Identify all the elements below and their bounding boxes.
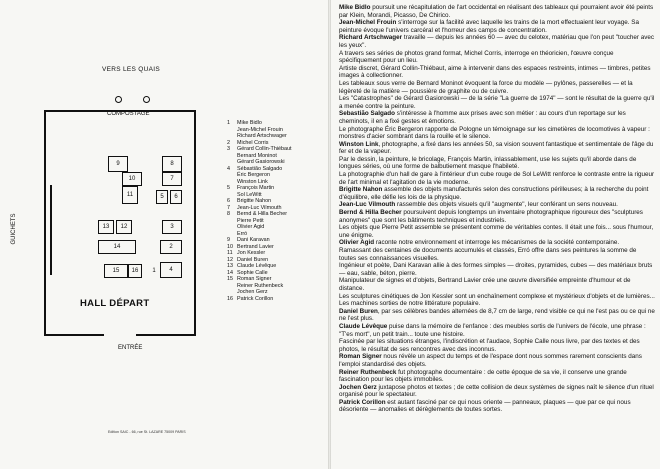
paragraph-text: poursuit une récapitulation de l'art occidental en réalisant des tableaux qui pourraient avoir été peints par Klein, Morandi, Picasso, De Chirico. [339, 4, 654, 19]
legend-artist: Roman Signer [237, 276, 272, 282]
plan-box-16: 16 [128, 264, 142, 278]
legend-artist: Bernd & Hilla Becher [237, 211, 288, 217]
legend-artist: Daniel Buren [237, 256, 269, 263]
legend-number: 3 [227, 146, 230, 152]
paragraph-text: Manipulateur de signes et d'objets, Bertrand Lavier crée une œuvre diversifiée empreinte d'humour et de distance. [339, 277, 631, 292]
legend-artist: Bertrand Lavier [237, 243, 274, 250]
artist-name: Reiner Ruthenbeck [339, 368, 397, 376]
artist-name: Sebastião Salgado [339, 110, 395, 118]
artist-name: Patrick Corillon [339, 398, 386, 406]
artist-name: Richard Artschwager [339, 34, 403, 42]
legend-artist: Jon Kessler [237, 250, 266, 256]
paragraph-text: , par ses célèbres bandes alternées de 8,7 cm de large, rend visible ce qui ne l'est pas ou ce qui ne ne l'est plus. [339, 307, 655, 323]
legend-number: 5 [227, 185, 230, 191]
legend-artist: Jean-Luc Vilmouth [237, 204, 282, 211]
paragraph-text: est autant fasciné par ce qui nous oriente — panneaux, plaques — que par ce qui nous désoriente — anomalies et dérèglements de toutes sortes. [339, 398, 631, 414]
artist-descriptions [339, 4, 655, 414]
legend-number: 11 [227, 250, 233, 256]
paragraph-text: raconte notre environnement et interroge les mécanismes de la société contemporaine. [374, 239, 620, 247]
legend-artist: Mike Bidlo [237, 120, 262, 126]
legend-number: 4 [227, 165, 230, 172]
artist-name: Brigitte Nahon [339, 186, 383, 194]
legend-artist: Reiner Ruthenbeck [237, 282, 284, 289]
plan-box-2: 2 [160, 240, 182, 254]
paragraph-text: s'intéresse à l'homme aux prises avec son métier : au cours d'un reportage sur les cheminots, il en a fixé gestes et émotions. [339, 110, 626, 125]
legend-number: 16 [227, 295, 233, 302]
legend-number: 9 [227, 237, 230, 243]
artist-paragraph [339, 186, 655, 201]
artist-name: Jean-Luc Vilmouth [339, 201, 396, 209]
legend-artist: Olivier Agid [237, 224, 265, 230]
paragraph-text: nous révèle un aspect du temps et de l'espace dont nous sommes rarement conscients dans l'emploi standardisé des objets. [339, 353, 642, 368]
paragraph-text: Les objets que Pierre Petit assemble se présentent comme de véritables contes. Il était une fois... sous l'humour, une énigme. [339, 224, 654, 239]
artist-paragraph [339, 399, 655, 414]
legend-number: 14 [227, 269, 233, 276]
artist-paragraph [339, 308, 655, 323]
legend-artist: François Martin [237, 185, 275, 191]
wall-bottom-left [44, 334, 104, 336]
paragraph-text: Les sculptures cinétiques de Jon Kessler sont un enchaînement complexe et mystérieux d'objets et de lumières... Les machines sorties de notre littérature populaire. [339, 292, 655, 308]
guichets-wall [50, 185, 52, 275]
entree-label: ENTRÉE [118, 345, 143, 351]
artist-paragraph [339, 19, 655, 34]
plan-box-7: 7 [162, 172, 182, 186]
legend-number: 1 [227, 120, 230, 126]
legend-artist: Patrick Corillon [237, 295, 274, 302]
artist-paragraph [339, 50, 655, 65]
wall-bottom-right [136, 334, 196, 336]
artist-paragraph [339, 224, 655, 239]
plan-box-6: 6 [170, 190, 182, 204]
paragraph-text: , photographe, a fixé dans les années 50, sa vision souvent fantastique et sentimentale de l'âge du fer et de la vapeur. [339, 140, 654, 156]
artist-paragraph [339, 384, 655, 399]
right-page-text [331, 0, 660, 469]
legend-artist: Sol LeWitt [237, 191, 262, 198]
paragraph-text: La photographie d'un hall de gare à l'intérieur d'un cube rouge de Sol LeWitt renforce le contraste entre la rigueur de l'art minimal et l'agitation de la vie moderne. [339, 171, 655, 186]
legend-number: 10 [227, 243, 233, 250]
circle-icon [143, 96, 150, 103]
paragraph-text: puise dans la mémoire de l'enfance : des meubles sortis de l'univers de l'école, une phrase : "T'es mort", un petit train... toute une histoire. [339, 322, 646, 338]
paragraph-text: fut photographe documentaire : de cette époque de sa vie, il conserve une grande fascination pour les objets immobiles. [339, 368, 627, 384]
plan-box-14: 14 [98, 240, 136, 254]
legend-artist: Dani Karavan [237, 237, 270, 243]
artist-name: Olivier Agid [339, 239, 375, 247]
paragraph-text: Artiste discret, Gérard Collin-Thiébaut, aime à intervenir dans des espaces restreints, intimes — timbres, petites images à collectionner. [339, 64, 651, 80]
legend-artist: Michel Corris [237, 139, 269, 146]
plan-box-4: 4 [160, 262, 182, 278]
artist-paragraph [339, 34, 655, 49]
artist-name: Jochen Gerz [339, 383, 377, 391]
artist-paragraph [339, 338, 655, 353]
plan-box-8: 8 [162, 156, 182, 172]
artist-paragraph [339, 209, 655, 224]
artist-paragraph [339, 95, 655, 110]
artist-paragraph [339, 262, 655, 277]
artist-paragraph [339, 201, 655, 209]
hall-title: HALL DÉPART [80, 298, 150, 309]
legend-artist: Sébastião Salgado [237, 165, 283, 172]
legend-artist: Gérard Gasiorowski [237, 159, 285, 165]
legend-number: 7 [227, 204, 230, 211]
legend-artist: Brigitte Nahon [237, 198, 272, 204]
artist-name: Claude Lévêque [339, 322, 388, 330]
legend-artist: Claude Lévêque [237, 263, 277, 269]
artist-name: Bernd & Hilla Becher [339, 209, 402, 217]
paragraph-text: Les "Catastrophes" de Gérard Gasiorowski — de la série "La guerre de 1974" — sont le résultat de la guerre qu'il a menée contre la peinture. [339, 95, 655, 110]
plan-box-1: 1 [148, 264, 160, 278]
paragraph-text: Les tableaux sous verre de Bernard Moninot évoquent la force du modèle — pylônes, passerelles — et la légèreté de la matière — poussière de graphite ou de cuivre. [339, 79, 633, 95]
guichets-label: GUICHETS [11, 213, 17, 245]
plan-box-15: 15 [104, 264, 128, 278]
legend-artist: Jean-Michel Frouin [237, 126, 283, 133]
left-page-floor-plan [0, 0, 328, 469]
paragraph-text: poursuivent depuis longtemps un inventaire photographique rigoureux des "sculptures anonymes" que sont les bâtiments techniques et industriels. [339, 209, 643, 224]
wall-right [194, 110, 196, 335]
plan-box-12: 12 [116, 220, 132, 234]
paragraph-text: travaille — depuis les années 60 — avec du celotex, matériau que l'on peut "toucher avec les yeux". [339, 34, 655, 49]
artist-paragraph [339, 277, 655, 292]
artist-paragraph [339, 110, 655, 125]
legend-artist: Richard Artschwager [237, 133, 287, 139]
artist-paragraph [339, 141, 655, 156]
plan-box-10: 10 [122, 172, 142, 186]
paragraph-text: Fascinée par les situations étranges, l'indiscrétion et l'audace, Sophie Calle nous livre, par des textes et des photos, le résultat de ses rencontres avec des inconnus. [339, 338, 640, 353]
legend-row [227, 296, 292, 303]
paragraph-text: A travers ses séries de photos grand format, Michel Corris, interroge en théoricien, l'œuvre conçue spécifiquement pour un lieu. [339, 49, 614, 65]
paragraph-text: rassemble des objets visuels qu'il "augmente", leur conférant un sens nouveau. [395, 201, 618, 209]
legend-artist: Sophie Calle [237, 269, 268, 276]
artist-name: Winston Link [339, 140, 379, 148]
legend-number: 6 [227, 198, 230, 204]
paragraph-text: Le photographe Éric Bergeron rapporte de Pologne un témoignage sur les cimetières de locomotives à vapeur : monstres d'acier sombrant dans la rouille et le silence. [339, 125, 650, 141]
artist-paragraph [339, 247, 655, 262]
plan-box-9: 9 [108, 156, 128, 172]
legend-artist: Bernard Moninot [237, 152, 277, 159]
plan-box-5: 5 [156, 190, 168, 204]
artist-paragraph [339, 239, 655, 247]
edition-credit: Edition SAIC - 66, rue St. LAZARE 75009 PARIS [108, 430, 186, 434]
wall-top [44, 110, 194, 112]
artist-name: Mike Bidlo [339, 4, 371, 11]
plan-box-3: 3 [162, 220, 182, 234]
artist-legend [227, 120, 292, 302]
paragraph-text: assemble des objets manufacturés selon des constructions périlleuses; à la recherche du point d'équilibre, elle défie les lois de la physique. [339, 186, 649, 201]
wall-left [44, 110, 46, 335]
artist-paragraph [339, 65, 655, 80]
legend-artist: Éric Bergeron [237, 172, 270, 178]
legend-number: 2 [227, 139, 230, 146]
legend-artist: Winston Link [237, 178, 268, 185]
paragraph-text: Ingénieur et poète, Dani Karavan allie à des formes simples — droites, pyramides, cubes — des matériaux bruts — eau, sable, béton, pierre. [339, 262, 653, 277]
top-label: VERS LES QUAIS [102, 66, 161, 73]
artist-paragraph [339, 126, 655, 141]
legend-artist: Erró [237, 230, 248, 237]
legend-number: 8 [227, 211, 230, 217]
legend-number: 12 [227, 256, 233, 263]
legend-artist: Pierre Petit [237, 217, 264, 224]
circle-icon [115, 96, 122, 103]
plan-box-13: 13 [98, 220, 114, 234]
artist-paragraph [339, 4, 655, 19]
legend-number: 15 [227, 276, 233, 282]
paragraph-text: s'interroge sur la facilité avec laquelle les trains de la mort effectuaient leur voyage. Sa peinture évoque l'univers carcéral et l'horreur des camps de concentration. [339, 19, 639, 34]
legend-number: 13 [227, 263, 233, 269]
artist-paragraph [339, 369, 655, 384]
artist-name: Roman Signer [339, 353, 382, 361]
plan-box-11: 11 [122, 186, 138, 204]
compostage-label: COMPOSTAGE [107, 111, 150, 117]
paragraph-text: Par le dessin, la peinture, le bricolage, François Martin, inlassablement, use les sujets qu'il aborde dans de longues séries, où une forme de balbutiement masque l'habileté. [339, 155, 637, 171]
artist-paragraph [339, 323, 655, 338]
legend-artist: Gérard Collin-Thiébaut [237, 146, 292, 152]
artist-paragraph [339, 80, 655, 95]
artist-paragraph [339, 171, 655, 186]
paragraph-text: juxtapose photos et textes ; de cette collision de deux systèmes de signes naît le silence d'un rituel organisé pour le spectateur. [339, 383, 654, 399]
legend-artist: Jochen Gerz [237, 289, 268, 295]
artist-name: Jean-Michel Frouin [339, 19, 397, 27]
artist-paragraph [339, 156, 655, 171]
paragraph-text: Ramassant des centaines de documents accumulés et classés, Erró offre dans ses peintures la somme de toutes ses connaissances visuelles. [339, 247, 637, 262]
artist-paragraph [339, 353, 655, 368]
artist-paragraph [339, 293, 655, 308]
artist-name: Daniel Buren [339, 307, 378, 315]
